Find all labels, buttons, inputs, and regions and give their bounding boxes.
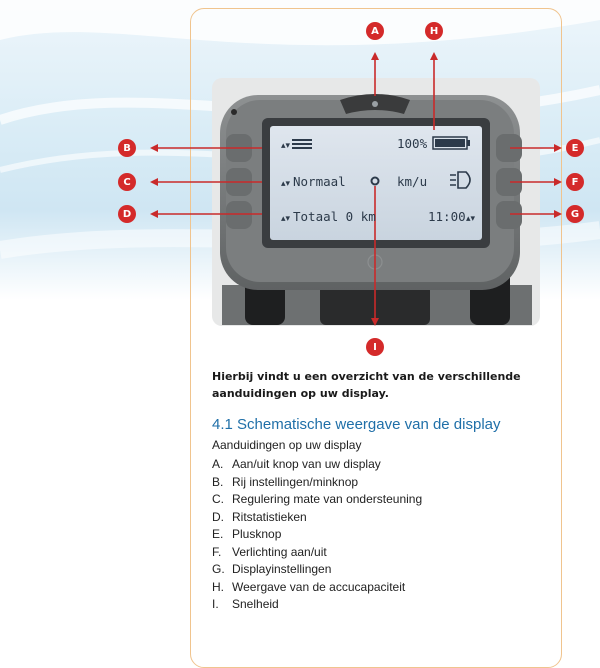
legend-text: Plusknop bbox=[232, 527, 282, 541]
section-subtitle: Aanduidingen op uw display bbox=[212, 438, 362, 452]
legend-letter: H. bbox=[212, 579, 224, 594]
svg-text:▴▾: ▴▾ bbox=[281, 214, 291, 224]
legend-item bbox=[212, 491, 422, 509]
intro-text: Hierbij vindt u een overzicht van de verschillende aanduidingen op uw display. bbox=[212, 370, 521, 400]
legend-letter: D. bbox=[212, 509, 224, 524]
legend-item bbox=[212, 474, 422, 492]
button-g-shape bbox=[496, 201, 522, 229]
trip-total: Totaal 0 km bbox=[293, 209, 376, 224]
marker-b: B bbox=[118, 139, 136, 157]
legend-letter: C. bbox=[212, 492, 224, 506]
legend-text: Verlichting aan/uit bbox=[232, 544, 327, 559]
svg-text:▴▾: ▴▾ bbox=[466, 214, 476, 224]
marker-c: C bbox=[118, 173, 136, 191]
marker-e: E bbox=[566, 139, 584, 157]
marker-a: A bbox=[366, 22, 384, 40]
section-title: 4.1 Schematische weergave van de display bbox=[212, 416, 501, 433]
legend-item bbox=[212, 456, 422, 474]
legend-letter: E. bbox=[212, 527, 224, 541]
button-d-shape bbox=[226, 201, 252, 229]
speed-unit: km/u bbox=[397, 174, 428, 189]
legend-text: Rij instellingen/minknop bbox=[232, 474, 359, 489]
legend-text: Snelheid bbox=[232, 597, 279, 611]
legend-letter: I. bbox=[212, 597, 219, 611]
legend-item bbox=[212, 544, 422, 562]
svg-text:▴▾: ▴▾ bbox=[281, 141, 291, 151]
marker-g: G bbox=[566, 205, 584, 223]
legend-item bbox=[212, 509, 422, 527]
marker-d: D bbox=[118, 205, 136, 223]
legend-text: Ritstatistieken bbox=[232, 509, 307, 524]
legend-item bbox=[212, 526, 422, 544]
legend-item bbox=[212, 596, 422, 614]
legend-text: Weergave van de accucapaciteit bbox=[232, 579, 406, 594]
sensor-dot bbox=[231, 109, 237, 115]
legend-list bbox=[212, 456, 422, 614]
svg-text:▴▾: ▴▾ bbox=[281, 179, 291, 189]
legend-text: Aan/uit knop van uw display bbox=[232, 457, 381, 471]
legend-item bbox=[212, 579, 422, 597]
marker-h: H bbox=[425, 22, 443, 40]
legend-text: Regulering mate van ondersteuning bbox=[232, 492, 423, 506]
clock: 11:00 bbox=[428, 209, 466, 224]
legend-text: Displayinstellingen bbox=[232, 562, 332, 576]
marker-f: F bbox=[566, 173, 584, 191]
legend-letter: A. bbox=[212, 457, 224, 471]
legend-item bbox=[212, 561, 422, 579]
legend-letter: F. bbox=[212, 544, 222, 559]
legend-letter: G. bbox=[212, 562, 225, 576]
legend-letter: B. bbox=[212, 474, 224, 489]
assist-mode: Normaal bbox=[293, 174, 346, 189]
battery-percentage: 100% bbox=[397, 136, 428, 151]
marker-i: I bbox=[366, 338, 384, 356]
